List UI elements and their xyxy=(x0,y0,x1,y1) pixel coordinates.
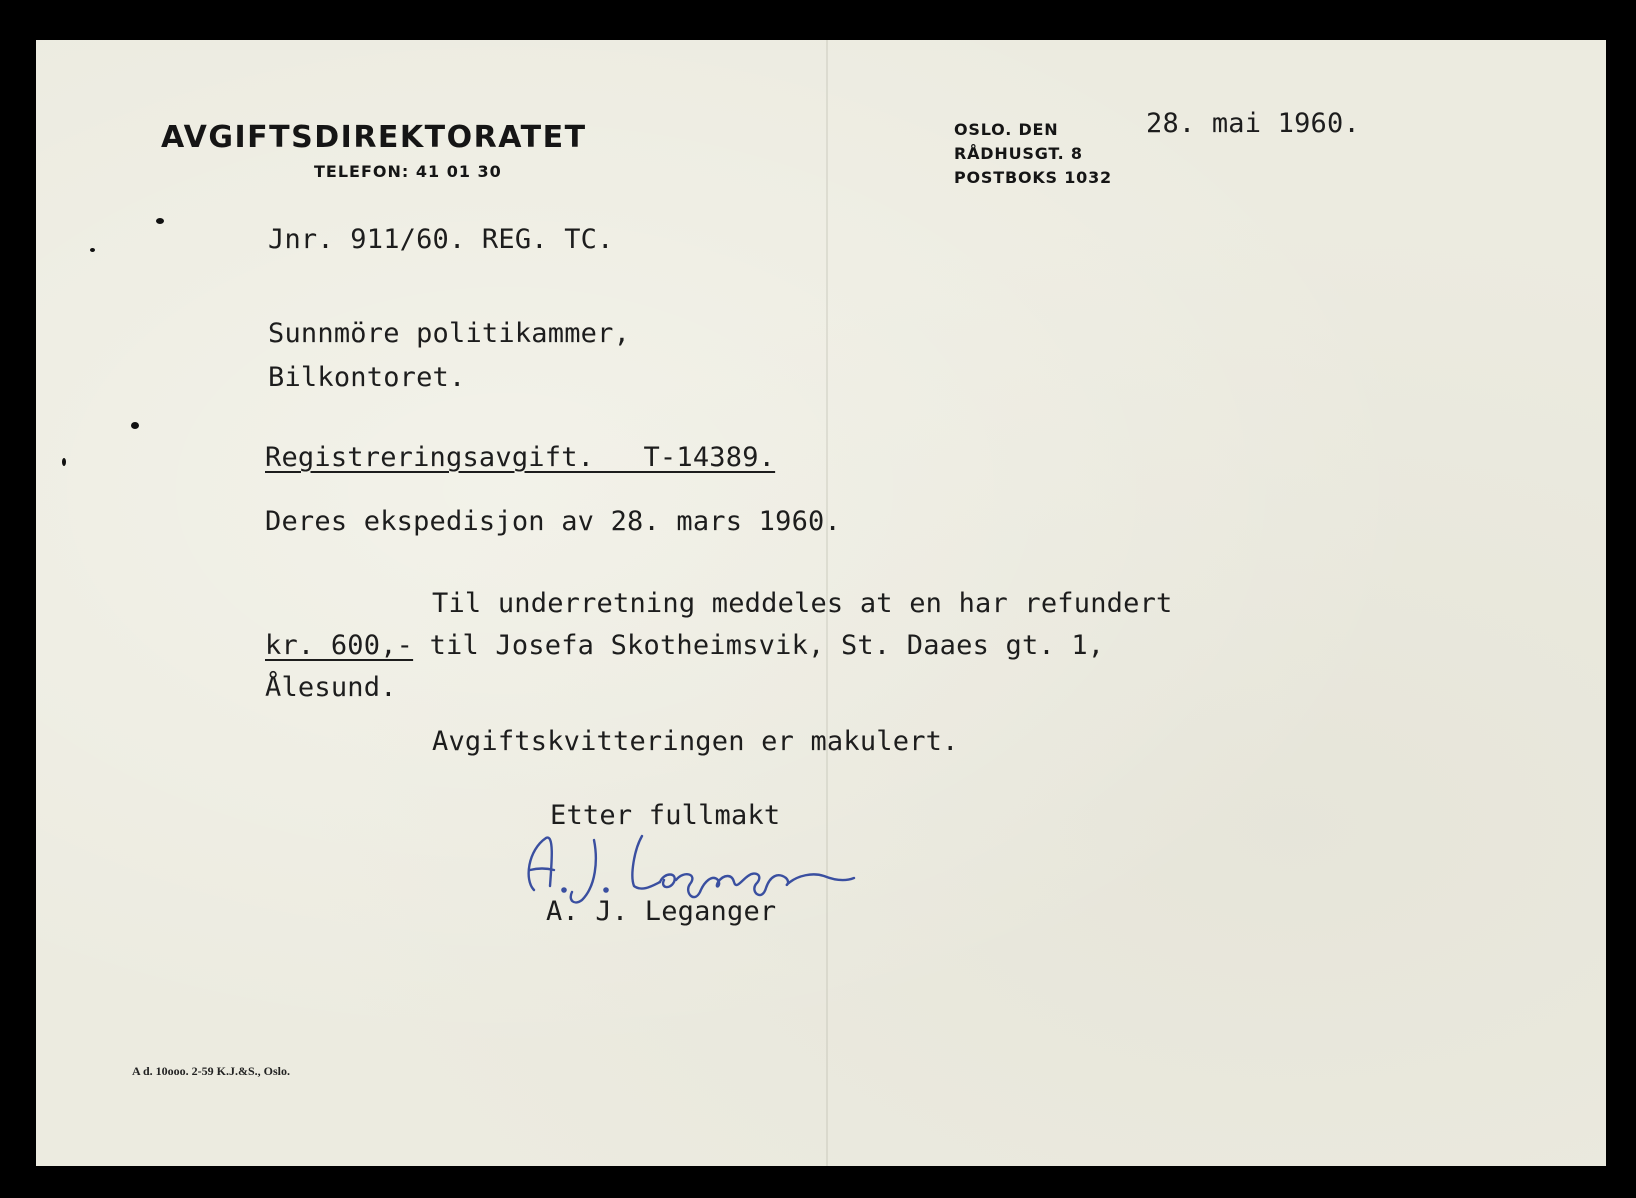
refund-amount: kr. 600,- xyxy=(265,630,414,661)
body-line-2 xyxy=(265,630,1104,661)
letterhead-postbox: POSTBOKS 1032 xyxy=(954,168,1112,187)
reference-number: Jnr. 911/60. REG. TC. xyxy=(268,224,614,255)
letterhead-name: AVGIFTSDIREKTORATET xyxy=(161,120,587,155)
printer-imprint: A d. 10ooo. 2-59 K.J.&S., Oslo. xyxy=(132,1064,291,1078)
punch-mark xyxy=(90,248,95,252)
body-line-1: Til underretning meddeles at en har refundert xyxy=(432,588,1173,619)
body-line-4: Avgiftskvitteringen er makulert. xyxy=(432,726,959,757)
body-line-3: Ålesund. xyxy=(265,672,397,703)
subject-line: Registreringsavgift. T-14389. xyxy=(265,442,776,473)
closing-phrase: Etter fullmakt xyxy=(550,800,781,831)
punch-mark xyxy=(156,218,164,224)
recipient-line-1: Sunnmöre politikammer, xyxy=(268,318,631,349)
letterhead-phone: TELEFON: 41 01 30 xyxy=(314,162,502,181)
letterhead-street: RÅDHUSGT. 8 xyxy=(954,144,1083,163)
punch-mark xyxy=(62,458,66,466)
recipient-line-2: Bilkontoret. xyxy=(268,362,466,393)
punch-mark xyxy=(131,422,139,429)
letterhead-city: OSLO. DEN xyxy=(954,120,1059,139)
letter-date: 28. mai 1960. xyxy=(1146,108,1360,139)
letter-sheet xyxy=(36,40,1606,1166)
body-line-2-rest: til Josefa Skotheimsvik, St. Daaes gt. 1, xyxy=(413,630,1105,661)
signatory-name: A. J. Leganger xyxy=(546,896,777,927)
expedition-line: Deres ekspedisjon av 28. mars 1960. xyxy=(265,506,841,537)
